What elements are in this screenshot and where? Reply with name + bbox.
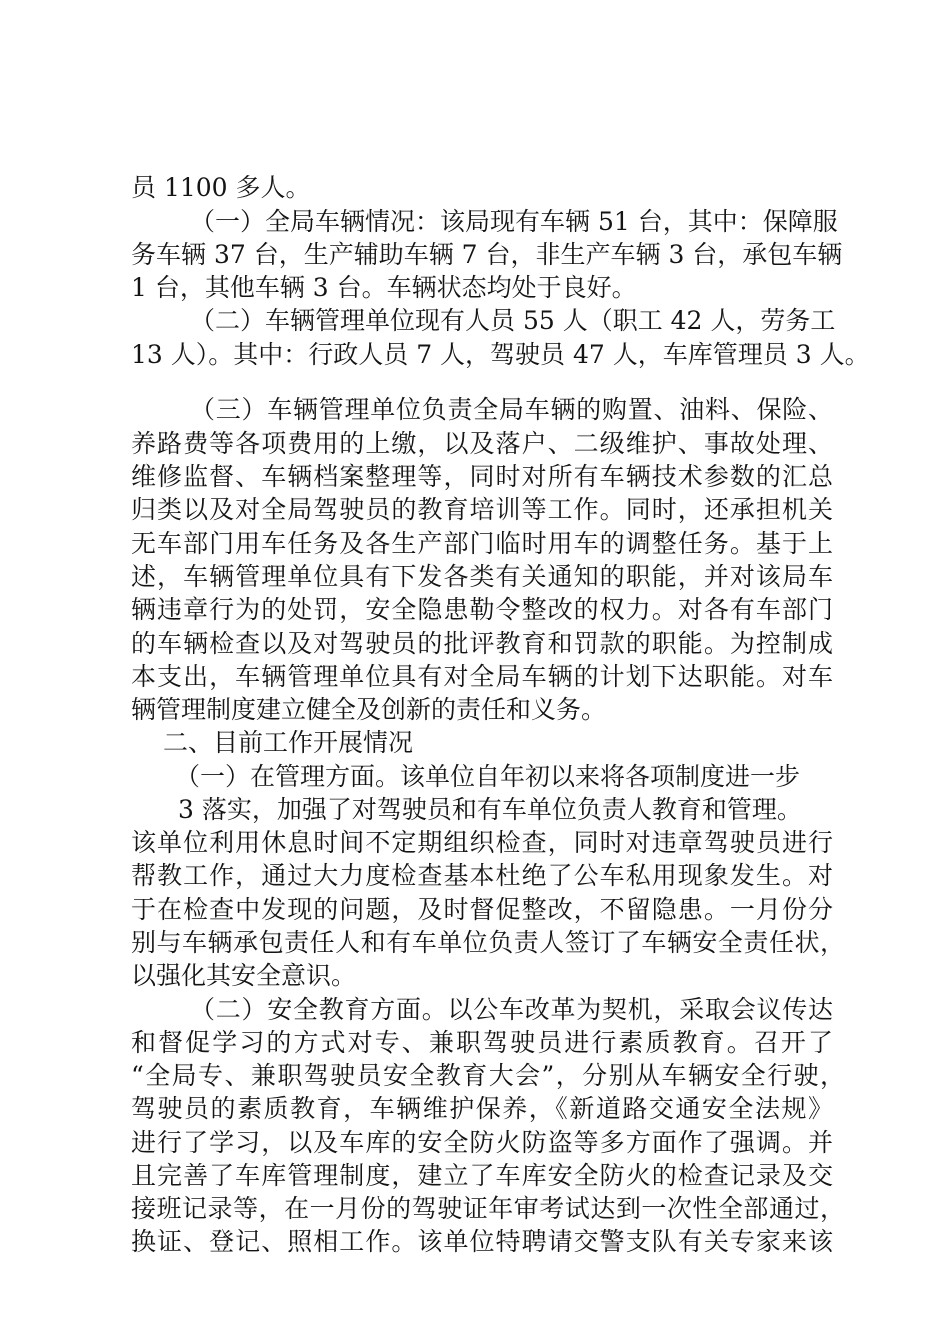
text-line: （一）全局车辆情况：该局现有车辆 51 台，其中：保障服 — [190, 207, 838, 236]
text-line: （一）在管理方面。该单位自年初以来将各项制度进一步 — [175, 762, 801, 791]
text-line: 辆管理制度建立健全及创新的责任和义务。 — [131, 695, 607, 724]
text-line: 驾驶员的素质教育，车辆维护保养，《新道路交通安全法规》 — [131, 1094, 833, 1123]
text-line: （三）车辆管理单位负责全局车辆的购置、油料、保险、 — [190, 395, 833, 424]
text-line: 的车辆检查以及对驾驶员的批评教育和罚款的职能。为控制成 — [131, 629, 833, 658]
text-line: 别与车辆承包责任人和有车单位负责人签订了车辆安全责任状， — [131, 928, 845, 957]
text-line: 进行了学习，以及车库的安全防火防盗等多方面作了强调。并 — [131, 1128, 833, 1157]
text-line: 务车辆 37 台，生产辅助车辆 7 台，非生产车辆 3 台，承包车辆 — [131, 240, 843, 269]
text-line: 1 台，其他车辆 3 台。车辆状态均处于良好。 — [131, 273, 637, 302]
text-line: （二）车辆管理单位现有人员 55 人（职工 42 人，劳务工 — [190, 306, 836, 335]
text-line: 述，车辆管理单位具有下发各类有关通知的职能，并对该局车 — [131, 562, 833, 591]
text-line: 帮教工作，通过大力度检查基本杜绝了公车私用现象发生。对 — [131, 861, 833, 890]
text-line: 养路费等各项费用的上缴，以及落户、二级维护、事故处理、 — [131, 429, 833, 458]
text-line: 且完善了车库管理制度，建立了车库安全防火的检查记录及交 — [131, 1161, 833, 1190]
text-line: 辆违章行为的处罚，安全隐患勒令整改的权力。对各有车部门 — [131, 595, 833, 624]
text-line: 接班记录等，在一月份的驾驶证年审考试达到一次性全部通过， — [131, 1194, 845, 1223]
section-heading: 二、目前工作开展情况 — [163, 728, 414, 757]
text-line: 13 人）。其中：行政人员 7 人，驾驶员 47 人，车库管理员 3 人。 — [131, 340, 870, 369]
text-line: 归类以及对全局驾驶员的教育培训等工作。同时，还承担机关 — [131, 495, 833, 524]
text-line: 员 1100 多人。 — [131, 173, 311, 202]
text-line: 该单位利用休息时间不定期组织检查，同时对违章驾驶员进行 — [131, 828, 833, 857]
text-line: 于在检查中发现的问题，及时督促整改，不留隐患。一月份分 — [131, 895, 833, 924]
text-line: 和督促学习的方式对专、兼职驾驶员进行素质教育。召开了 — [131, 1028, 833, 1057]
text-line: （二）安全教育方面。以公车改革为契机，采取会议传达 — [190, 995, 833, 1024]
text-line: 维修监督、车辆档案整理等，同时对所有车辆技术参数的汇总 — [131, 462, 833, 491]
text-line: 本支出，车辆管理单位具有对全局车辆的计划下达职能。对车 — [131, 662, 833, 691]
text-line: 换证、登记、照相工作。该单位特聘请交警支队有关专家来该 — [131, 1227, 833, 1256]
text-line: 无车部门用车任务及各生产部门临时用车的调整任务。基于上 — [131, 529, 833, 558]
text-line: “全局专、兼职驾驶员安全教育大会”，分别从车辆安全行驶， — [131, 1061, 845, 1090]
text-line: 以强化其安全意识。 — [131, 961, 357, 990]
text-line: 3 落实，加强了对驾驶员和有车单位负责人教育和管理。 — [178, 795, 802, 824]
